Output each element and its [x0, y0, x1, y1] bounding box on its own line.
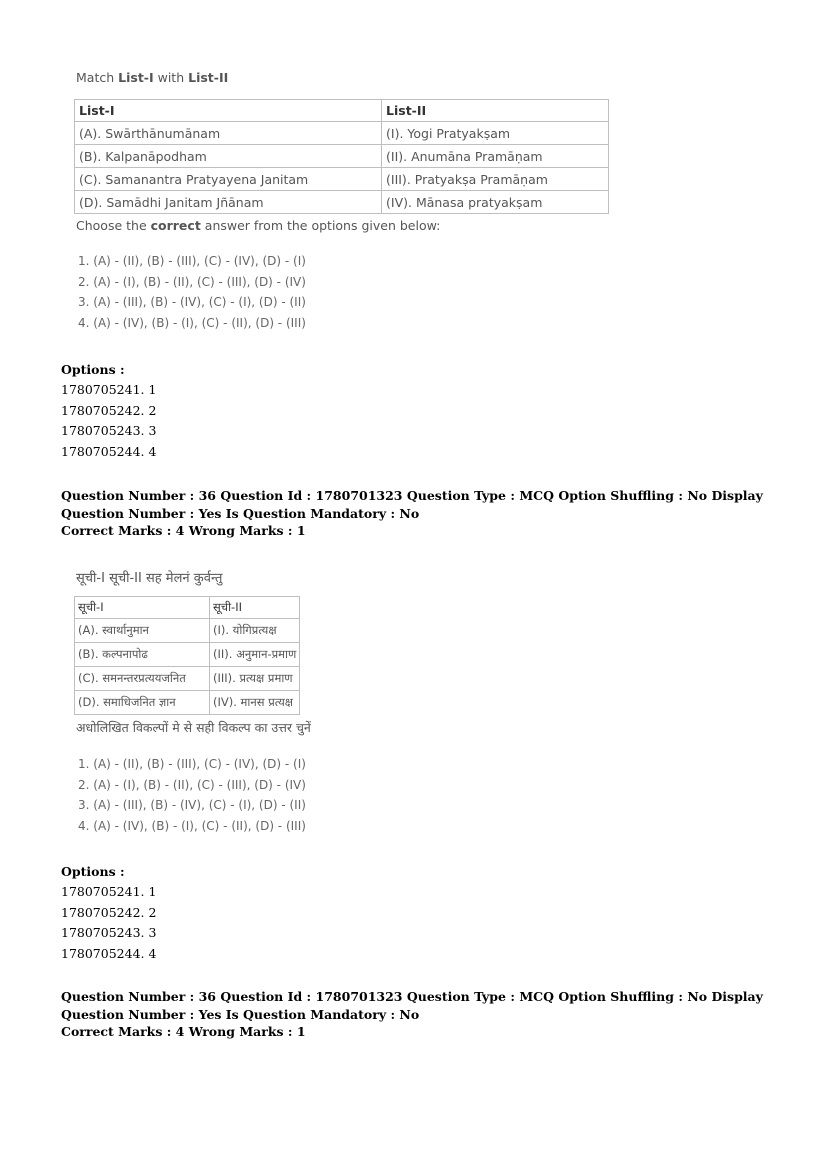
options-label: Options :	[61, 864, 125, 879]
table-row	[75, 191, 609, 214]
option-item: 1780705242. 2	[61, 904, 157, 920]
question-meta	[61, 988, 773, 1041]
table-cell: (B). Kalpanāpodham	[75, 145, 382, 168]
answer-choices	[78, 251, 614, 333]
table-row	[75, 667, 300, 691]
answer-choice: 4. (A) - (IV), (B) - (I), (C) - (II), (D) - (III)	[78, 818, 306, 833]
table-cell: (B). कल्पनापोढ	[75, 643, 210, 667]
table-cell: (A). स्वार्थानुमान	[75, 619, 210, 643]
option-item: 1780705243. 3	[61, 925, 157, 941]
table-header-row	[75, 597, 300, 619]
table-row	[75, 145, 609, 168]
option-item: 1780705241. 1	[61, 884, 157, 900]
table-cell: (I). Yogi Pratyakṣam	[382, 122, 609, 145]
table-cell: (D). Samādhi Janitam Jñānam	[75, 191, 382, 214]
answer-choices	[78, 754, 374, 836]
table-cell: (A). Swārthānumānam	[75, 122, 382, 145]
table-cell: (III). प्रत्यक्ष प्रमाण	[210, 667, 300, 691]
marks-line: Correct Marks : 4 Wrong Marks : 1	[61, 523, 306, 538]
title-text: Match	[76, 70, 119, 85]
table-row	[75, 643, 300, 667]
options-block	[61, 360, 156, 462]
table-header: सूची-I	[75, 597, 210, 619]
answer-choice: 2. (A) - (I), (B) - (II), (C) - (III), (D) - (IV)	[78, 777, 306, 792]
answer-choice: 4. (A) - (IV), (B) - (I), (C) - (II), (D) - (III)	[78, 315, 306, 330]
option-item: 1780705241. 1	[61, 382, 157, 398]
question-title: सूची-I सूची-II सह मेलनं कुर्वन्तु	[76, 571, 223, 586]
question-image-english	[74, 70, 614, 333]
instruction-part: Choose the	[76, 218, 151, 233]
question-title	[76, 70, 614, 85]
table-row	[75, 619, 300, 643]
table-cell: (C). समनन्तरप्रत्ययजनित	[75, 667, 210, 691]
answer-choice: 2. (A) - (I), (B) - (II), (C) - (III), (D) - (IV)	[78, 274, 306, 289]
table-cell: (IV). Mānasa pratyakṣam	[382, 191, 609, 214]
title-text: with	[153, 70, 189, 85]
option-item: 1780705242. 2	[61, 402, 157, 418]
table-cell: (II). अनुमान-प्रमाण	[210, 643, 300, 667]
table-header: List-II	[382, 100, 609, 122]
table-header-row	[75, 100, 609, 122]
question-meta	[61, 487, 773, 540]
table-cell: (D). समाधिजनित ज्ञान	[75, 691, 210, 715]
title-bold-list-i: List-I	[118, 70, 154, 85]
match-table	[74, 99, 609, 214]
table-row	[75, 168, 609, 191]
table-header: List-I	[75, 100, 382, 122]
instruction-part: answer from the options given below:	[200, 218, 441, 233]
option-item: 1780705243. 3	[61, 423, 157, 439]
options-block	[61, 862, 156, 964]
table-row	[75, 691, 300, 715]
options-label: Options :	[61, 362, 125, 377]
marks-line: Correct Marks : 4 Wrong Marks : 1	[61, 1024, 306, 1039]
instruction-text: अधोलिखित विकल्पों मे से सही विकल्प का उत्तर चुनें	[76, 720, 311, 735]
answer-choice: 3. (A) - (III), (B) - (IV), (C) - (I), (D) - (II)	[78, 798, 306, 813]
instruction-text	[76, 218, 614, 233]
question-meta-line: Question Number : 36 Question Id : 1780701323 Question Type : MCQ Option Shuffling : No Display Question Number : Yes Is Question Mandatory : No	[61, 989, 763, 1022]
answer-choice: 1. (A) - (II), (B) - (III), (C) - (IV), (D) - (I)	[78, 254, 306, 268]
table-header: सूची-II	[210, 597, 300, 619]
option-item: 1780705244. 4	[61, 443, 157, 459]
table-cell: (II). Anumāna Pramāṇam	[382, 145, 609, 168]
question-meta-line: Question Number : 36 Question Id : 1780701323 Question Type : MCQ Option Shuffling : No Display Question Number : Yes Is Question Mandatory : No	[61, 488, 763, 521]
table-row	[75, 122, 609, 145]
answer-choice: 1. (A) - (II), (B) - (III), (C) - (IV), (D) - (I)	[78, 757, 306, 771]
title-bold-list-ii: List-II	[188, 70, 229, 85]
table-cell: (I). योगिप्रत्यक्ष	[210, 619, 300, 643]
match-table	[74, 596, 300, 715]
question-image-hindi	[74, 568, 374, 836]
table-cell: (C). Samanantra Pratyayena Janitam	[75, 168, 382, 191]
answer-choice: 3. (A) - (III), (B) - (IV), (C) - (I), (D) - (II)	[78, 295, 306, 310]
table-cell: (IV). मानस प्रत्यक्ष	[210, 691, 300, 715]
table-cell: (III). Pratyakṣa Pramāṇam	[382, 168, 609, 191]
instruction-bold: correct	[150, 218, 201, 233]
option-item: 1780705244. 4	[61, 945, 157, 961]
